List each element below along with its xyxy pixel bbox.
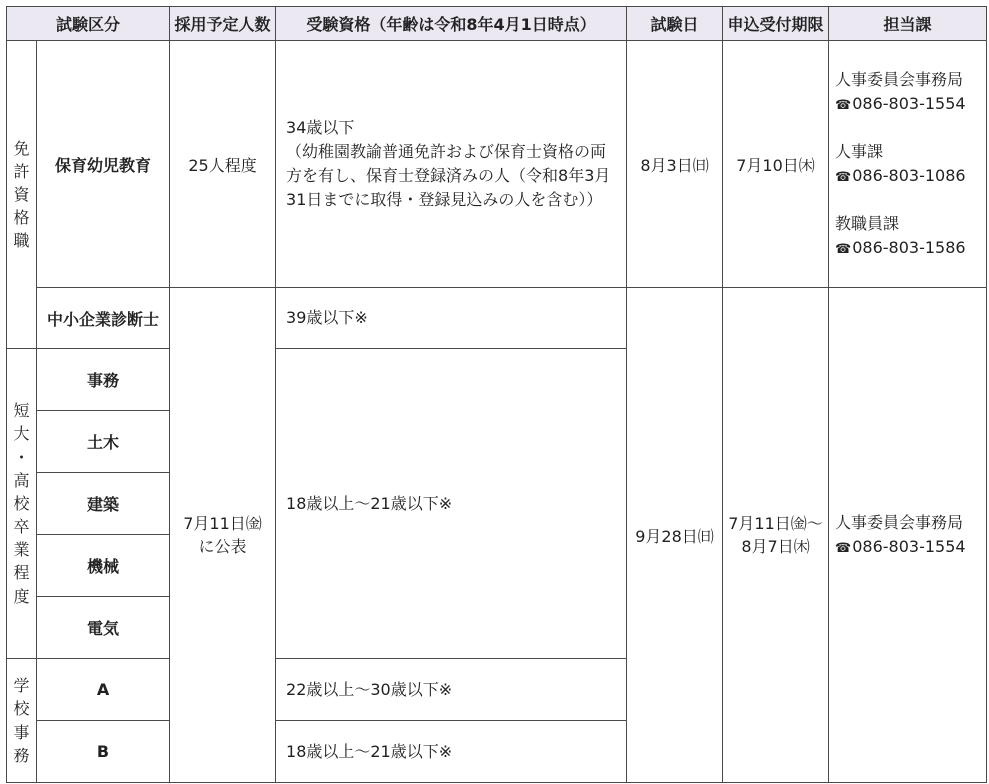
count-shared: 7月11日㈮ に公表	[170, 288, 276, 783]
qualification-a: 22歳以上～30歳以下※	[276, 659, 627, 721]
category-kenchiku: 建築	[37, 473, 170, 535]
qualification-chusho: 39歳以下※	[276, 288, 627, 349]
header-exam-date: 試験日	[627, 7, 723, 41]
group-label-license: 免 許 資 格 職	[7, 41, 37, 349]
category-chusho: 中小企業診断士	[37, 288, 170, 349]
qualification-hoiku: 34歳以下 （幼稚園教諭普通免許および保育士資格の両方を有し、保育士登録済みの人（令和8年3月31日までに取得・登録見込みの人を含む））	[276, 41, 627, 288]
category-kikai: 機械	[37, 535, 170, 597]
qualification-b: 18歳以上～21歳以下※	[276, 721, 627, 783]
table-row	[7, 288, 987, 349]
department-shared	[829, 288, 987, 783]
phone-number: ☎ 086-803-1554	[835, 535, 982, 559]
header-row	[7, 7, 987, 41]
header-planned-hires: 採用予定人数	[170, 7, 276, 41]
header-exam-category: 試験区分	[7, 7, 170, 41]
category-b: B	[37, 721, 170, 783]
category-hoiku: 保育幼児教育	[37, 41, 170, 288]
header-qualification: 受験資格（年齢は令和8年4月1日時点）	[276, 7, 627, 41]
count-hoiku: 25人程度	[170, 41, 276, 288]
dept-name: 教職員課	[835, 214, 900, 233]
table-row	[7, 41, 987, 288]
deadline-hoiku: 7月10日㈭	[723, 41, 829, 288]
group-label-gakko: 学 校 事 務	[7, 659, 37, 783]
phone-number: ☎ 086-803-1586	[835, 236, 982, 260]
category-doboku: 土木	[37, 411, 170, 473]
phone-number: ☎ 086-803-1086	[835, 164, 982, 188]
category-jimu: 事務	[37, 349, 170, 411]
category-a: A	[37, 659, 170, 721]
phone-number: ☎ 086-803-1554	[835, 92, 982, 116]
exam-date-hoiku: 8月3日㈰	[627, 41, 723, 288]
group-label-tandai: 短 大 ・ 高 校 卒 業 程 度	[7, 349, 37, 659]
exam-date-shared: 9月28日㈰	[627, 288, 723, 783]
exam-schedule-table	[6, 6, 987, 783]
dept-name: 人事委員会事務局	[835, 70, 964, 89]
dept-name: 人事課	[835, 142, 884, 161]
header-department: 担当課	[829, 7, 987, 41]
category-denki: 電気	[37, 597, 170, 659]
header-deadline: 申込受付期限	[723, 7, 829, 41]
department-hoiku	[829, 41, 987, 288]
deadline-shared: 7月11日㈮～ 8月7日㈭	[723, 288, 829, 783]
dept-name: 人事委員会事務局	[835, 513, 964, 532]
qualification-tandai: 18歳以上～21歳以下※	[276, 349, 627, 659]
